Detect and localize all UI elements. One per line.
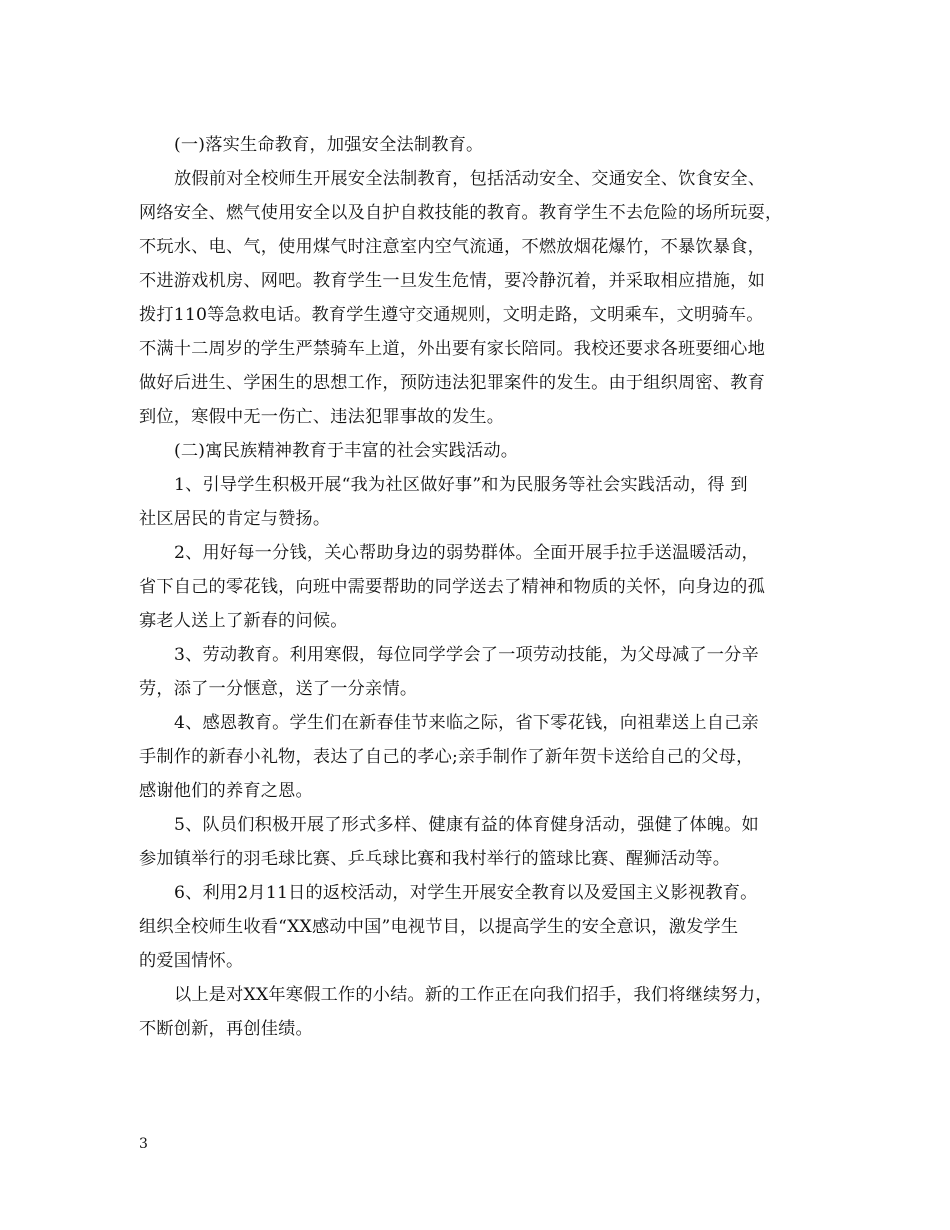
paragraph-heading-2 [139,434,819,468]
text-line: 寡老人送上了新春的问候。 [139,611,348,631]
paragraph-item-4 [139,706,819,808]
text-line: 以上是对XX年寒假工作的小结。新的工作正在向我们招手，我们将继续努力， [174,985,773,1005]
text-line: 社区居民的肯定与赞扬。 [139,509,331,529]
text-line: (二)寓民族精神教育于丰富的社会实践活动。 [174,441,519,461]
text-line: 到位，寒假中无一伤亡、违法犯罪事故的发生。 [139,407,505,427]
paragraph-heading-1 [139,128,819,162]
text-line: 5、队员们积极开展了形式多样、健康有益的体育健身活动，强健了体魄。如 [174,815,759,835]
text-line: 放假前对全校师生开展安全法制教育，包括活动安全、交通安全、饮食安全、 [174,169,766,189]
text-line: 6、利用2月11日的返校活动，对学生开展安全教育以及爱国主义影视教育。 [174,883,758,903]
text-line: 组织全校师生收看“XX感动中国”电视节目，以提高学生的安全意识，激发学生 [139,917,739,937]
text-line: 不满十二周岁的学生严禁骑车上道，外出要有家长陪同。我校还要求各班要细心地 [139,339,765,359]
text-line: (一)落实生命教育，加强安全法制教育。 [174,135,484,155]
text-line: 感谢他们的养育之恩。 [139,781,313,801]
text-line: 省下自己的零花钱，向班中需要帮助的同学送去了精神和物质的关怀，向身边的孤 [139,577,765,597]
text-line: 不断创新，再创佳绩。 [139,1019,313,1039]
text-line: 1、引导学生积极开展“我为社区做好事”和为民服务等社会实践活动，得 到 [174,475,748,495]
text-line: 2、用好每一分钱，关心帮助身边的弱势群体。全面开展手拉手送温暖活动， [174,543,759,563]
paragraph-item-5 [139,808,819,876]
page-number: 3 [139,1136,148,1152]
paragraph-item-3 [139,638,819,706]
text-line: 不玩水、电、气，使用煤气时注意室内空气流通，不燃放烟花爆竹，不暴饮暴食， [139,237,765,257]
paragraph-item-2 [139,536,819,638]
paragraph-item-6 [139,876,819,978]
text-line: 做好后进生、学困生的思想工作，预防违法犯罪案件的发生。由于组织周密、教育 [139,373,765,393]
text-line: 3、劳动教育。利用寒假，每位同学学会了一项劳动技能，为父母减了一分辛 [174,645,759,665]
text-line: 不进游戏机房、网吧。教育学生一旦发生危情，要冷静沉着，并采取相应措施，如 [139,271,765,291]
text-line: 拨打110等急救电话。教育学生遵守交通规则，文明走路，文明乘车，文明骑车。 [139,305,764,325]
text-line: 劳，添了一分惬意，送了一分亲情。 [139,679,418,699]
paragraph-conclusion [139,978,819,1046]
text-line: 参加镇举行的羽毛球比赛、乒乓球比赛和我村举行的篮球比赛、醒狮活动等。 [139,849,731,869]
paragraph-para-safety [139,162,819,434]
text-line: 网络安全、燃气使用安全以及自护自救技能的教育。教育学生不去危险的场所玩耍， [139,203,783,223]
text-line: 的爱国情怀。 [139,951,244,971]
text-line: 手制作的新春小礼物，表达了自己的孝心;亲手制作了新年贺卡送给自己的父母， [139,747,754,767]
paragraph-item-1 [139,468,819,536]
text-line: 4、感恩教育。学生们在新春佳节来临之际，省下零花钱，向祖辈送上自己亲 [174,713,759,733]
document-body [139,128,819,1046]
